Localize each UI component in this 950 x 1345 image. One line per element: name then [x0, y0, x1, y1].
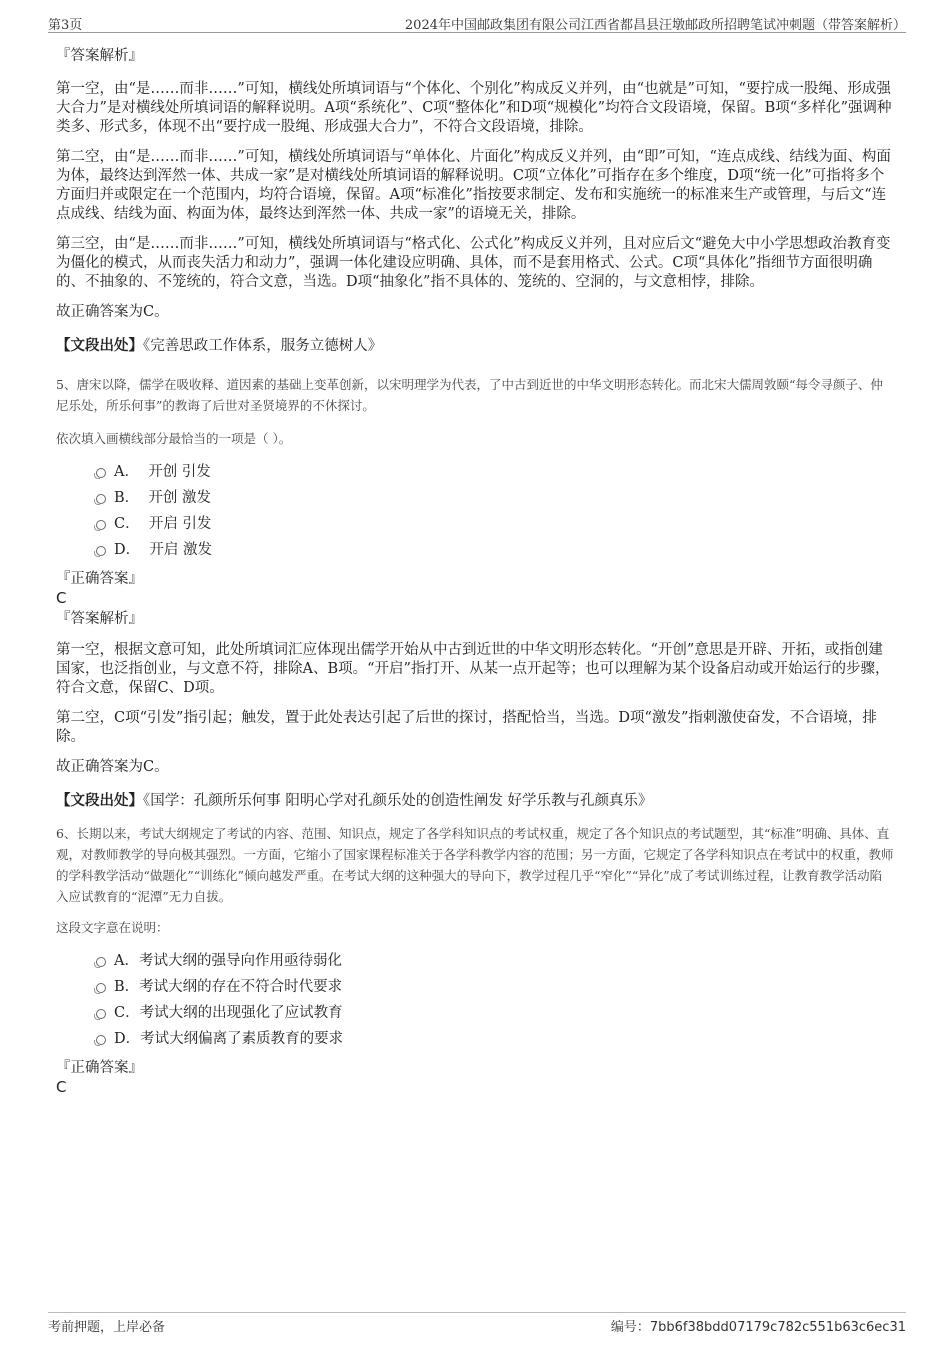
option-d[interactable]: D．考试大纲偏离了素质教育的要求	[56, 1026, 894, 1052]
option-b[interactable]: B．考试大纲的存在不符合时代要求	[56, 974, 894, 1000]
source-line	[56, 336, 894, 356]
analysis-paragraph-2: 第二空，由“是……而非……”可知，横线处所填词语与“单体化、片面化”构成反义并列，由“即”可知，“连点成线、结线为面、构面为体，最终达到浑然一体、共成一家”是对横线处所填词语的解释说明。C项“立体化”可指存在多个维度，D项“统一化”可指将多个方面归并或限定在一个范围内，均符合语境，保留。A项“标准化”指按要求制定、发布和实施统一的标准来生产或管理，与后文“连点成线、结线为面、构面为体，最终达到浑然一体、共成一家”的语境无关，排除。	[56, 149, 891, 222]
page-content	[56, 44, 894, 1096]
option-a[interactable]: A． 开创 引发	[56, 459, 894, 485]
page-header	[48, 12, 906, 33]
radio-icon[interactable]	[96, 546, 106, 556]
correct-answer: C	[56, 589, 67, 607]
analysis-conclusion: 故正确答案为C。	[56, 304, 169, 320]
answer-tag: 『正确答案』	[56, 571, 143, 587]
analysis-paragraph-1: 第一空，根据文意可知，此处所填词汇应体现出儒学开始从中古到近世的中华文明形态转化。“开创”意思是开辟、开拓，或指创建国家，也泛指创业，与文意不符，排除A、B项。“开启”指打开、从某一点开起等；也可以理解为某个设备启动或开始运行的步骤，符合文意，保留C、D项。	[56, 642, 890, 696]
question-6-options	[56, 948, 894, 1052]
radio-icon[interactable]	[96, 983, 106, 993]
analysis-conclusion: 故正确答案为C。	[56, 759, 169, 775]
document-code: 编号：7bb6f38bdd07179c782c551b63c6ec31	[610, 1320, 906, 1335]
option-c[interactable]: C．考试大纲的出现强化了应试教育	[56, 1000, 894, 1026]
radio-icon[interactable]	[96, 1035, 106, 1045]
radio-icon[interactable]	[96, 494, 106, 504]
radio-icon[interactable]	[96, 468, 106, 478]
radio-icon[interactable]	[96, 520, 106, 530]
footer-slogan: 考前押题，上岸必备	[48, 1320, 166, 1335]
option-b[interactable]: B． 开创 激发	[56, 485, 894, 511]
source-label: 【文段出处】	[56, 792, 143, 809]
question-6-stem: 6、长期以来，考试大纲规定了考试的内容、范围、知识点，规定了各学科知识点的考试权重，规定了各个知识点的考试题型，其“标准”明确、具体、直观，对教师教学的导向极其强烈。一方面，它缩小了国家课程标准关于各学科教学内容的范围；另一方面，它规定了各学科知识点在考试中的权重，教师的学科教学活动“做题化”“训练化”倾向越发严重。在考试大纲的这种强大的导向下，教学过程几乎“窄化”“异化”成了考试训练过程，让教育教学活动陷入应试教育的“泥潭”无力自拔。	[56, 826, 894, 904]
document-title: 2024年中国邮政集团有限公司江西省都昌县汪墩邮政所招聘笔试冲刺题（带答案解析）	[404, 18, 906, 33]
page-footer	[48, 1312, 906, 1337]
correct-answer: C	[56, 1078, 67, 1096]
analysis-paragraph-2: 第二空，C项“引发”指引起；触发，置于此处表达引起了后世的探讨，搭配恰当，当选。D项“激发”指刺激使奋发，不合语境，排除。	[56, 710, 877, 745]
option-c[interactable]: C． 开启 引发	[56, 511, 894, 537]
question-5-options	[56, 459, 894, 563]
source-text: 《完善思政工作体系，服务立德树人》	[143, 338, 383, 354]
analysis-tag: 『答案解析』	[56, 611, 143, 627]
radio-icon[interactable]	[96, 957, 106, 967]
source-label: 【文段出处】	[56, 337, 143, 354]
radio-icon[interactable]	[96, 1009, 106, 1019]
page-number: 第3页	[48, 18, 83, 33]
option-d[interactable]: D． 开启 激发	[56, 537, 894, 563]
question-5-stem: 5、唐宋以降，儒学在吸收释、道因素的基础上变革创新，以宋明理学为代表，了中古到近世的中华文明形态转化。而北宋大儒周敦颐“每令寻颜子、仲尼乐处，所乐何事”的教诲了后世对圣贤境界的不休探讨。	[56, 377, 883, 413]
answer-tag: 『正确答案』	[56, 1060, 143, 1076]
source-text: 《国学：孔颜所乐何事 阳明心学对孔颜乐处的创造性阐发 好学乐教与孔颜真乐》	[143, 793, 653, 809]
question-6-prompt: 这段文字意在说明：	[56, 920, 169, 935]
source-line	[56, 791, 894, 811]
analysis-paragraph-3: 第三空，由“是……而非……”可知，横线处所填词语与“格式化、公式化”构成反义并列，且对应后文“避免大中小学思想政治教育变为僵化的模式，从而丧失活力和动力”，强调一体化建设应明确、具体，而不是套用格式、公式。C项“具体化”指细节方面很明确的、不抽象的、不笼统的，符合文意，当选。D项“抽象化”指不具体的、笼统的、空洞的，与文意相悖，排除。	[56, 236, 891, 290]
analysis-tag: 『答案解析』	[56, 48, 143, 64]
question-5-prompt: 依次填入画横线部分最恰当的一项是（ ）。	[56, 431, 292, 446]
analysis-paragraph-1: 第一空，由“是……而非……”可知，横线处所填词语与“个体化、个别化”构成反义并列，由“也就是”可知，“要拧成一股绳、形成强大合力”是对横线处所填词语的解释说明。A项“系统化”、C项“整体化”和D项“规模化”均符合文段语境，保留。B项“多样化”强调种类多、形式多，体现不出“要拧成一股绳、形成强大合力”，不符合文段语境，排除。	[56, 81, 892, 135]
option-a[interactable]: A．考试大纲的强导向作用亟待弱化	[56, 948, 894, 974]
